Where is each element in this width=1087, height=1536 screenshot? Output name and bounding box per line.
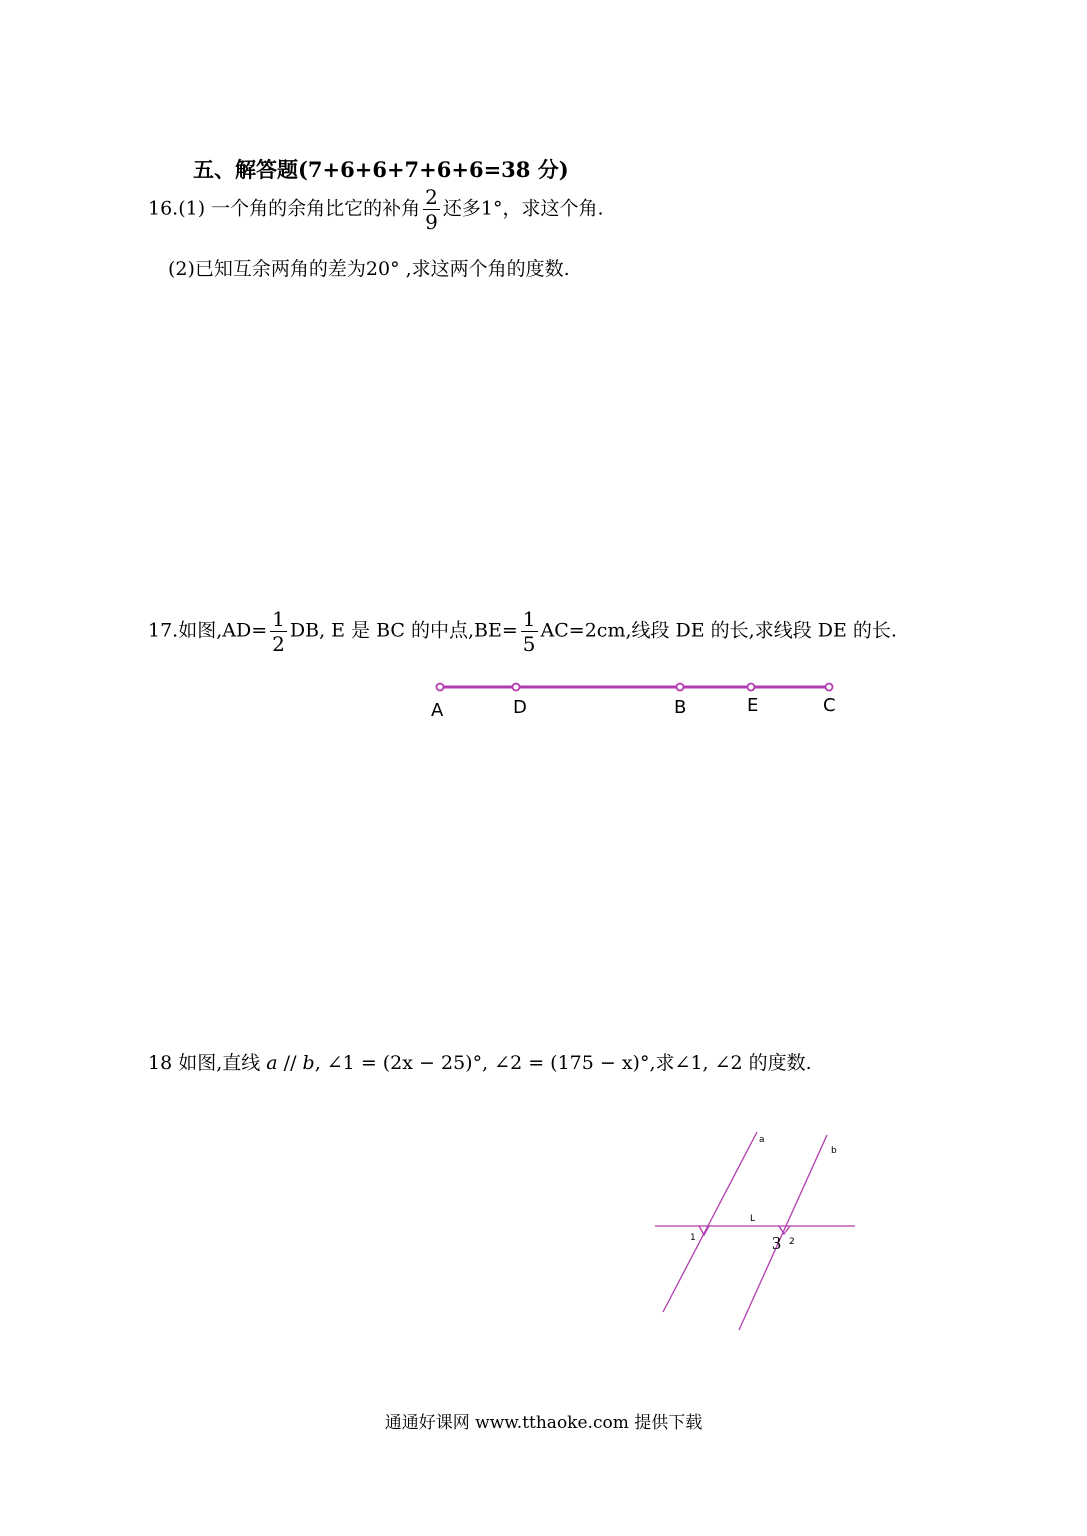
section-title: 五、解答题(7+6+6+7+6+6=38 分) [193, 157, 569, 182]
q16-part1-prefix: 16.(1) 一个角的余角比它的补角 [148, 197, 421, 220]
q16-fraction-denominator: 9 [425, 210, 438, 234]
q17-fraction-2-denominator: 5 [522, 632, 536, 656]
q18-prefix: 18 如图,直线 [148, 1052, 267, 1074]
q17-point-e [748, 684, 755, 691]
q17-point-b [677, 684, 684, 691]
q17-segment-figure [437, 684, 833, 691]
q17-fraction-1-denominator: 2 [272, 632, 285, 656]
q16-part1-suffix: 还多1°，求这个角. [442, 197, 604, 220]
q18-text [148, 1048, 812, 1075]
q18-parallel: // [277, 1052, 303, 1074]
q17-fraction-1-numerator: 1 [272, 607, 285, 631]
q17-label-d: D [513, 697, 527, 718]
q18-parallel-lines-figure [655, 1132, 855, 1330]
q18-label-3: 3 [772, 1233, 781, 1253]
q17-point-d [513, 684, 520, 691]
q18-expression: , ∠1 = (2x − 25)°, ∠2 = (175 − x)° [314, 1052, 650, 1074]
q17-fraction-2-numerator: 1 [522, 607, 536, 631]
footer-text: 通通好课网 www.tthaoke.com 提供下载 [384, 1413, 703, 1433]
q18-label-l: L [750, 1214, 756, 1224]
q17-suffix: AC=2cm,线段 DE 的长,求线段 DE 的长. [540, 619, 897, 642]
q18-label-b: b [831, 1146, 837, 1156]
q17-label-b: B [674, 697, 687, 718]
q18-var-b: b [302, 1052, 315, 1074]
q17-point-a [437, 684, 444, 691]
q18-var-a: a [266, 1052, 278, 1074]
q17-point-c [826, 684, 833, 691]
q17-prefix: 17.如图,AD= [148, 619, 268, 642]
q18-line-a [663, 1132, 757, 1312]
q18-label-a: a [759, 1135, 765, 1145]
q17-label-c: C [823, 695, 836, 716]
q16-fraction-numerator: 2 [425, 185, 438, 209]
q18-label-1: 1 [690, 1233, 696, 1243]
q17-label-e: E [747, 695, 759, 716]
q17-mid: DB, E 是 BC 的中点,BE= [289, 619, 518, 642]
q17-label-a: A [431, 700, 444, 721]
q18-label-2: 2 [789, 1237, 795, 1247]
q16-part2: (2)已知互余两角的差为20° ,求这两个角的度数. [168, 258, 570, 280]
q18-suffix: ,求∠1, ∠2 的度数. [649, 1052, 812, 1074]
